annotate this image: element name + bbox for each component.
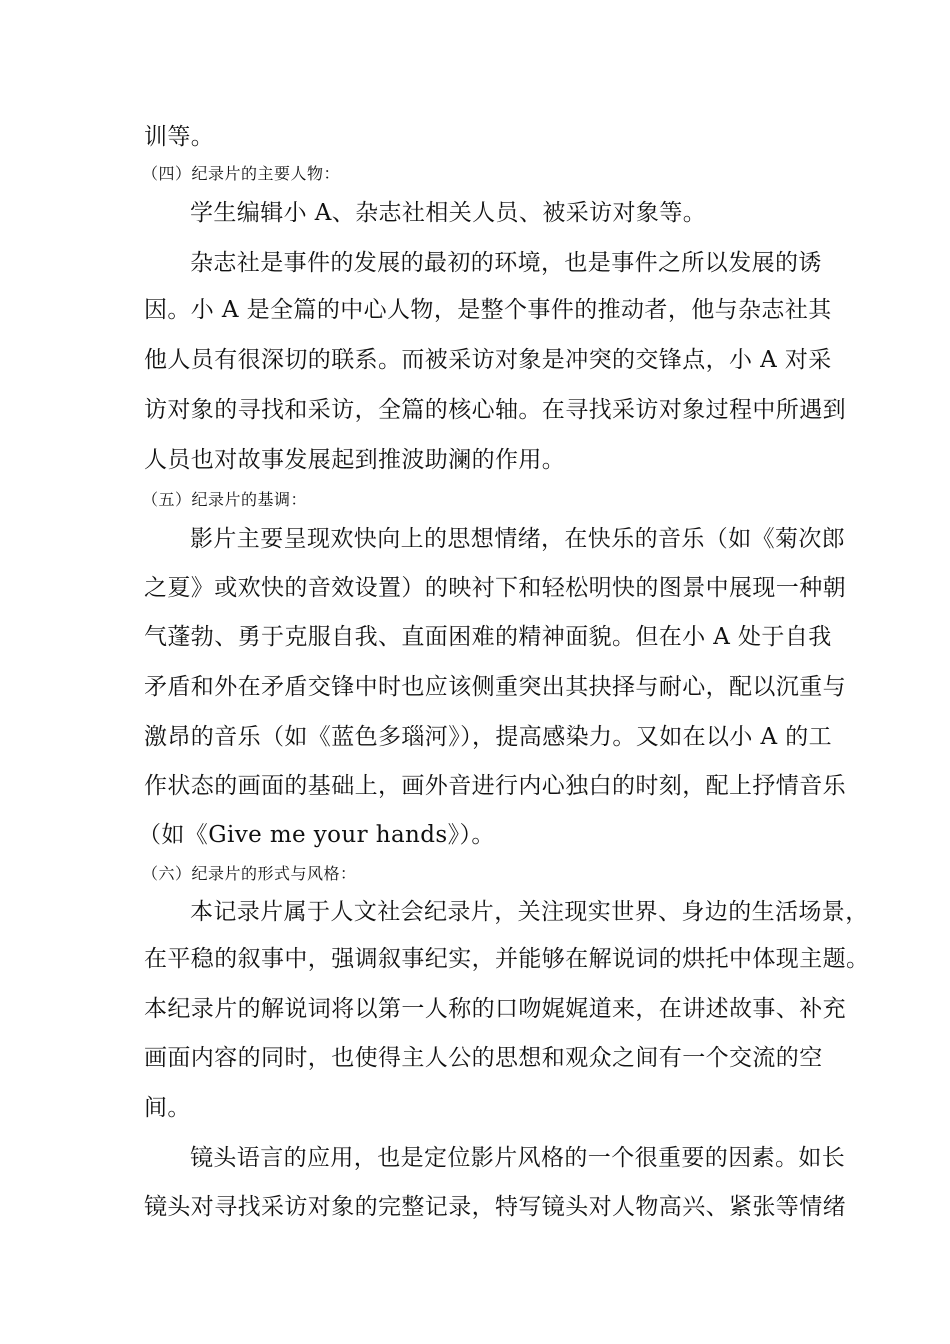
- paragraph-line: 镜头对寻找采访对象的完整记录，特写镜头对人物高兴、紧张等情绪: [144, 1194, 846, 1220]
- paragraph-line: 作状态的画面的基础上，画外音进行内心独白的时刻，配上抒情音乐: [144, 773, 846, 799]
- paragraph-line: 本纪录片的解说词将以第一人称的口吻娓娓道来，在讲述故事、补充: [144, 996, 846, 1022]
- paragraph-line: 训等。: [144, 124, 215, 150]
- paragraph-line: 访对象的寻找和采访，全篇的核心轴。在寻找采访对象过程中所遇到: [144, 397, 846, 423]
- paragraph-line: 影片主要呈现欢快向上的思想情绪，在快乐的音乐（如《菊次郎: [190, 526, 846, 552]
- paragraph-line: 杂志社是事件的发展的最初的环境，也是事件之所以发展的诱: [190, 250, 822, 276]
- paragraph-line: 激昂的音乐（如《蓝色多瑙河》），提高感染力。又如在以小 A 的工: [144, 724, 833, 750]
- paragraph-line: 气蓬勃、勇于克服自我、直面困难的精神面貌。但在小 A 处于自我: [144, 624, 832, 650]
- paragraph-line: 学生编辑小 A、杂志社相关人员、被采访对象等。: [190, 200, 707, 226]
- paragraph-line: 因。小 A 是全篇的中心人物，是整个事件的推动者，他与杂志社其: [144, 297, 832, 323]
- paragraph-line: 画面内容的同时，也使得主人公的思想和观众之间有一个交流的空: [144, 1045, 823, 1071]
- paragraph-line: 间。: [144, 1095, 191, 1121]
- paragraph-line: 矛盾和外在矛盾交锋中时也应该侧重突出其抉择与耐心，配以沉重与: [144, 674, 846, 700]
- paragraph-line: 镜头语言的应用，也是定位影片风格的一个很重要的因素。如长: [190, 1145, 846, 1171]
- section-heading-characters: （四）纪录片的主要人物：: [142, 164, 341, 183]
- paragraph-line: 在平稳的叙事中，强调叙事纪实，并能够在解说词的烘托中体现主题。: [144, 946, 870, 972]
- paragraph-line: 人员也对故事发展起到推波助澜的作用。: [144, 447, 566, 473]
- paragraph-line: 他人员有很深切的联系。而被采访对象是冲突的交锋点，小 A 对采: [144, 347, 832, 373]
- section-heading-style: （六）纪录片的形式与风格：: [142, 864, 357, 883]
- section-heading-tone: （五）纪录片的基调：: [142, 490, 308, 509]
- paragraph-line: （如《Give me your hands》）。: [138, 822, 495, 848]
- paragraph-line: 之夏》或欢快的音效设置）的映衬下和轻松明快的图景中展现一种朝: [144, 575, 846, 601]
- paragraph-line: 本记录片属于人文社会纪录片，关注现实世界、身边的生活场景，: [190, 899, 869, 925]
